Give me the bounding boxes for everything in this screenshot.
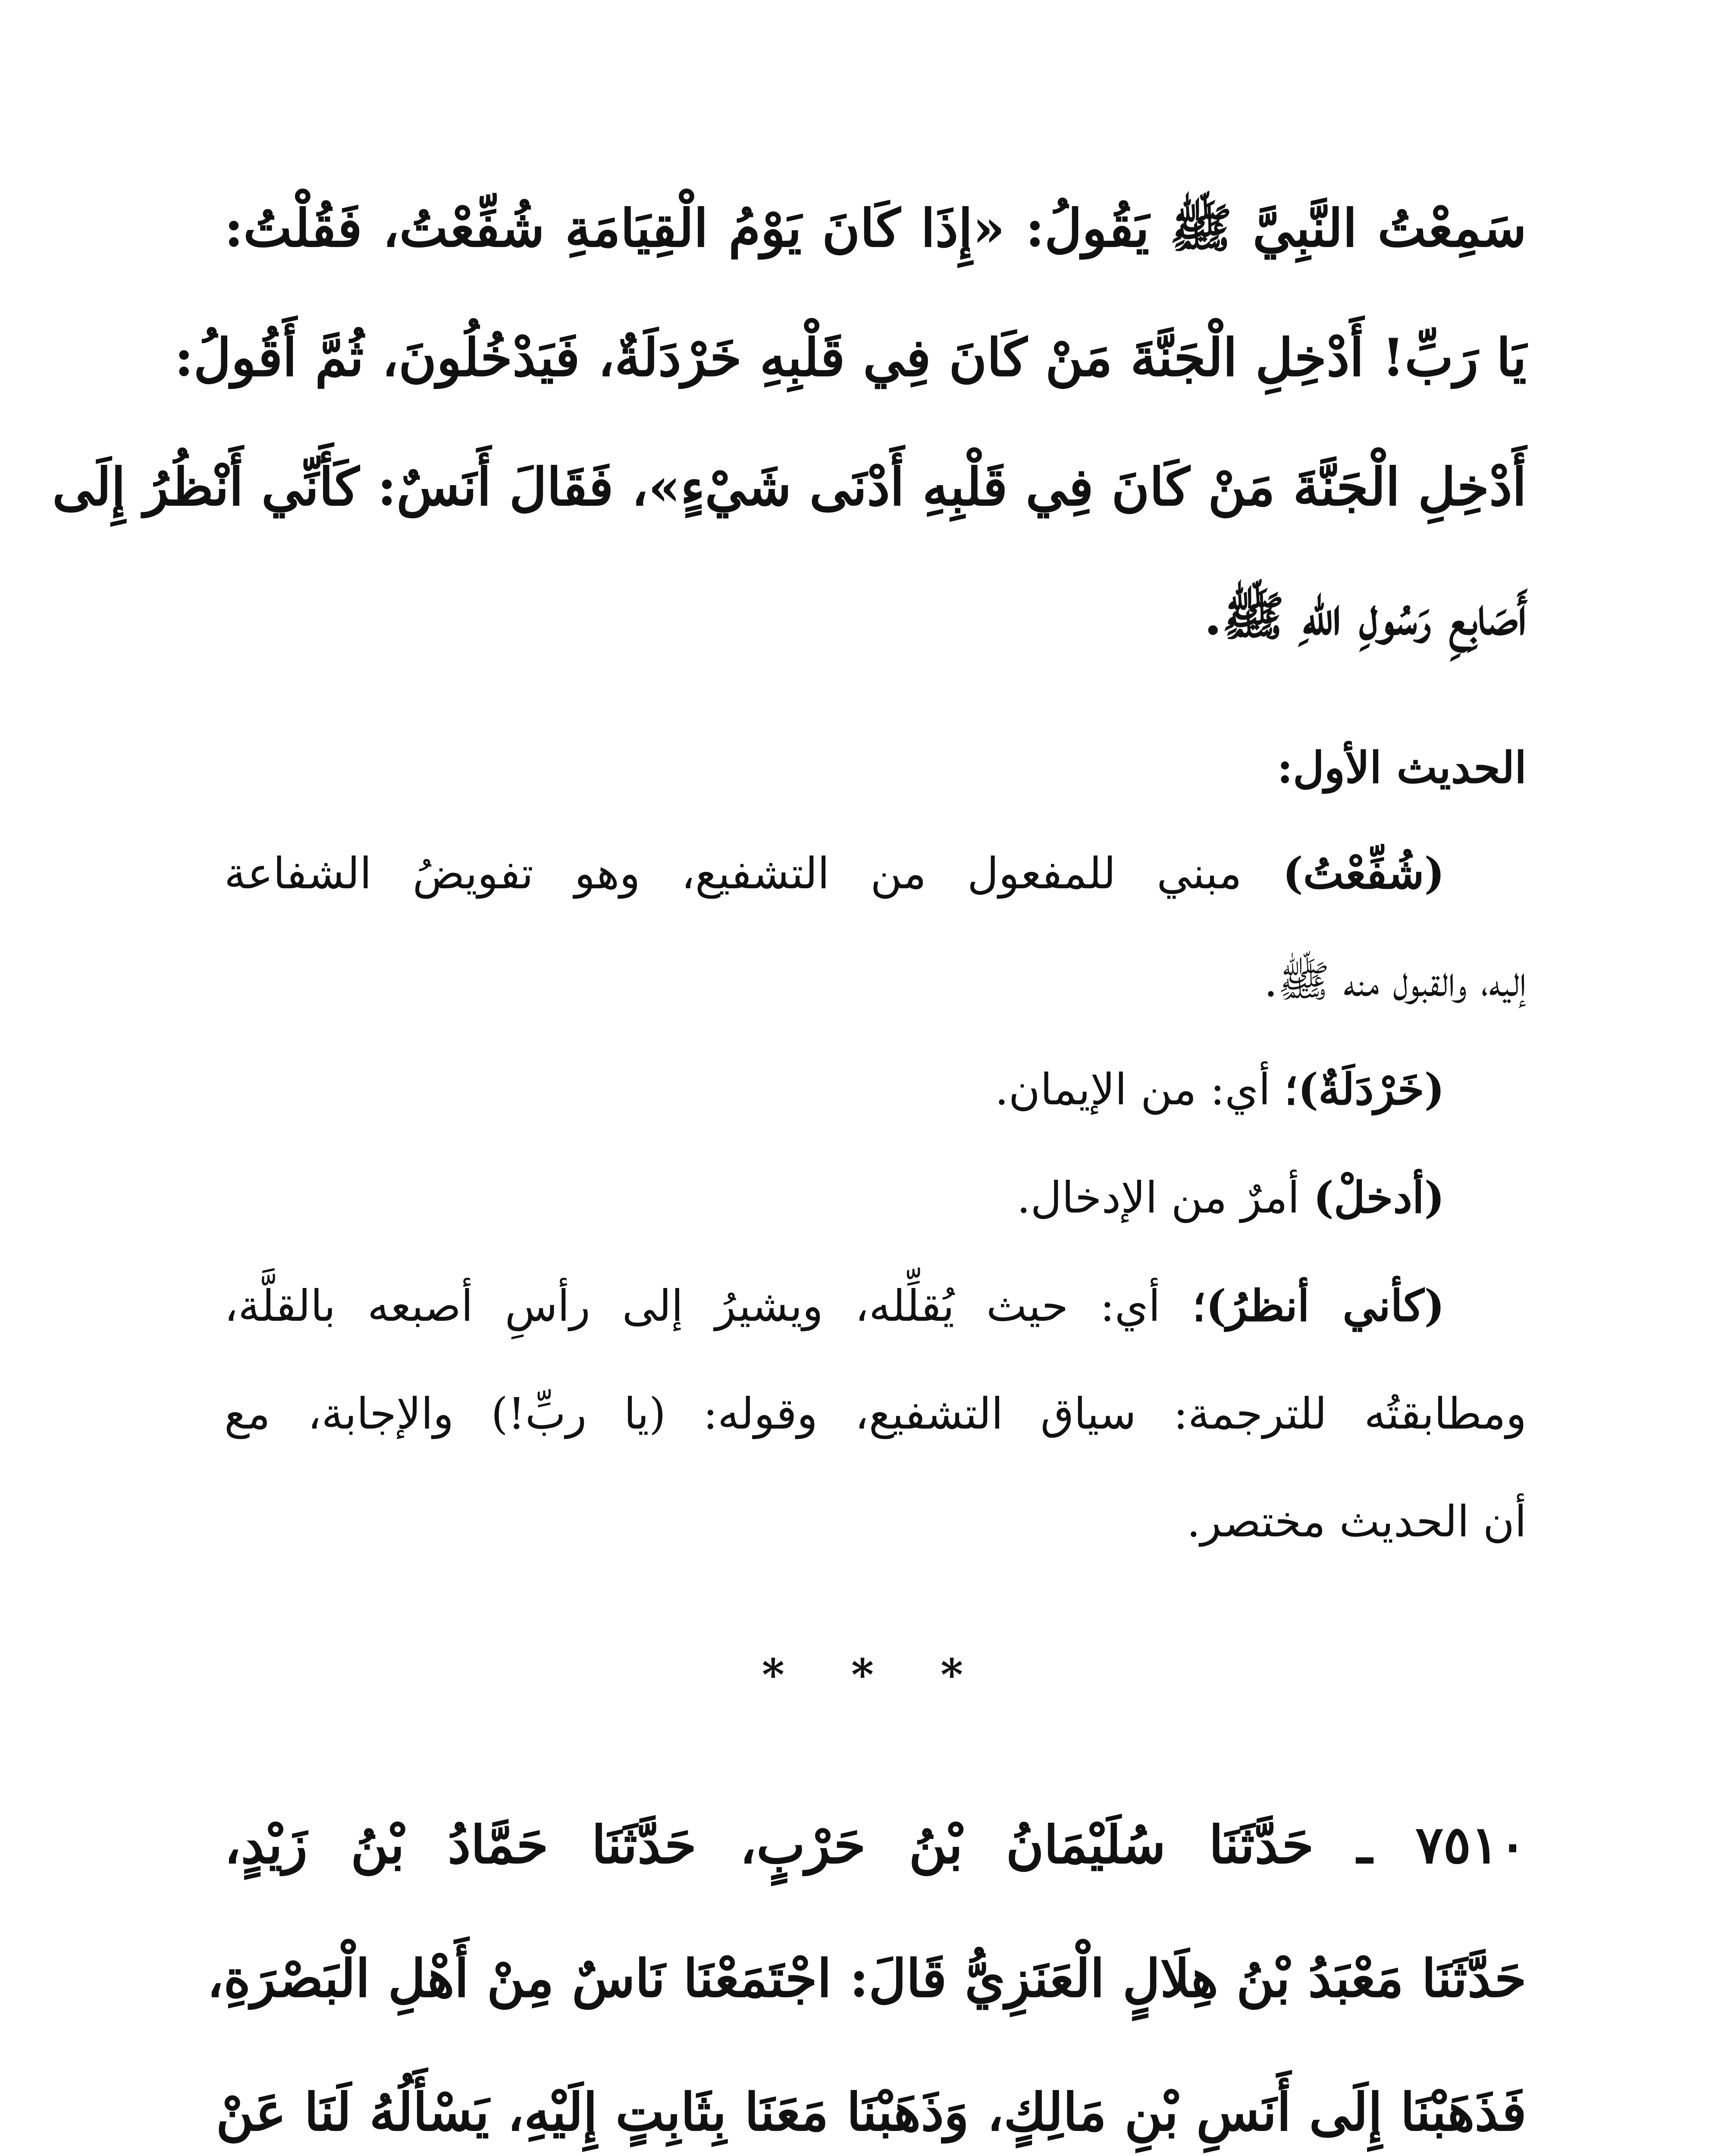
hadith-line: أَصَابِعِ رَسُولِ اللهِ ﷺ.: [1204, 586, 1527, 647]
commentary-text: أي: من الإيمان.: [995, 1064, 1271, 1115]
commentary-term: (كأني أنظرُ)؛: [1192, 1280, 1445, 1331]
hadith-line: فَذَهَبْنَا إِلَى أَنَسِ بْنِ مَالِكٍ، وَذَهَبْنَا مَعَنَا بِثَابِتٍ إِلَيْهِ، يَسْأَلُهُ لَنَا عَنْ: [216, 2082, 1527, 2143]
commentary-text: أمرٌ من الإدخال.: [1016, 1172, 1300, 1223]
commentary-line: إليه، والقبول منه ﷺ.: [1264, 956, 1527, 1006]
commentary-title: الحديث الأول:: [1277, 742, 1527, 793]
section-divider: * * *: [762, 1649, 989, 1700]
page-body: [52, 164, 1527, 2156]
hadith-line: ٧٥١٠ ـ حَدَّثَنَا سُلَيْمَانُ بْنُ حَرْبٍ، حَدَّثَنَا حَمَّادُ بْنُ زَيْدٍ،: [224, 1814, 1527, 1875]
commentary-text: مبني للمفعول من التشفيع، وهو تفويضُ الشفاعة: [224, 848, 1242, 899]
commentary-term: (خَرْدَلَةٌ)؛: [1284, 1064, 1445, 1115]
hadith-continuation: [52, 164, 1527, 681]
hadith-line: سَمِعْتُ النَّبِيَّ ﷺ يَقُولُ: «إِذَا كَانَ يَوْمُ الْقِيَامَةِ شُفِّعْتُ، فَقُلْتُ:: [224, 198, 1527, 259]
commentary-line: ومطابقتُه للترجمة: سياق التشفيع، وقوله: (يا ربِّ!) والإجابة، مع: [224, 1388, 1527, 1439]
commentary-term: (شُفِّعْتُ): [1282, 848, 1445, 899]
hadith-line: أَدْخِلِ الْجَنَّةَ مَنْ كَانَ فِي قَلْبِهِ أَدْنَى شَيْءٍ»، فَقَالَ أَنَسٌ: كَأَنِّي أَنْظُرُ إِلَى: [52, 457, 1527, 517]
hadith-line: يَا رَبِّ! أَدْخِلِ الْجَنَّةَ مَنْ كَانَ فِي قَلْبِهِ خَرْدَلَةٌ، فَيَدْخُلُونَ، ثُمَّ أَقُولُ:: [174, 327, 1527, 388]
commentary-entry: [224, 819, 1527, 928]
commentary-line: أن الحديث مختصر.: [1186, 1496, 1527, 1547]
commentary-entry: [224, 1035, 1527, 1144]
commentary-block: [224, 819, 1527, 1576]
commentary-text: أي: حيث يُقلِّله، ويشيرُ إلى رأسِ أصبعه بالقلَّة،: [224, 1281, 1160, 1331]
commentary-entry: [224, 1144, 1527, 1252]
hadith-line: حَدَّثَنَا مَعْبَدُ بْنُ هِلَالٍ الْعَنَزِيُّ قَالَ: اجْتَمَعْنَا نَاسٌ مِنْ أَهْلِ الْبَصْرَةِ،: [207, 1948, 1527, 2009]
hadith-next: [207, 1778, 1527, 2156]
commentary-entry: [224, 1252, 1527, 1360]
commentary-term: (أدخلْ): [1313, 1172, 1445, 1223]
